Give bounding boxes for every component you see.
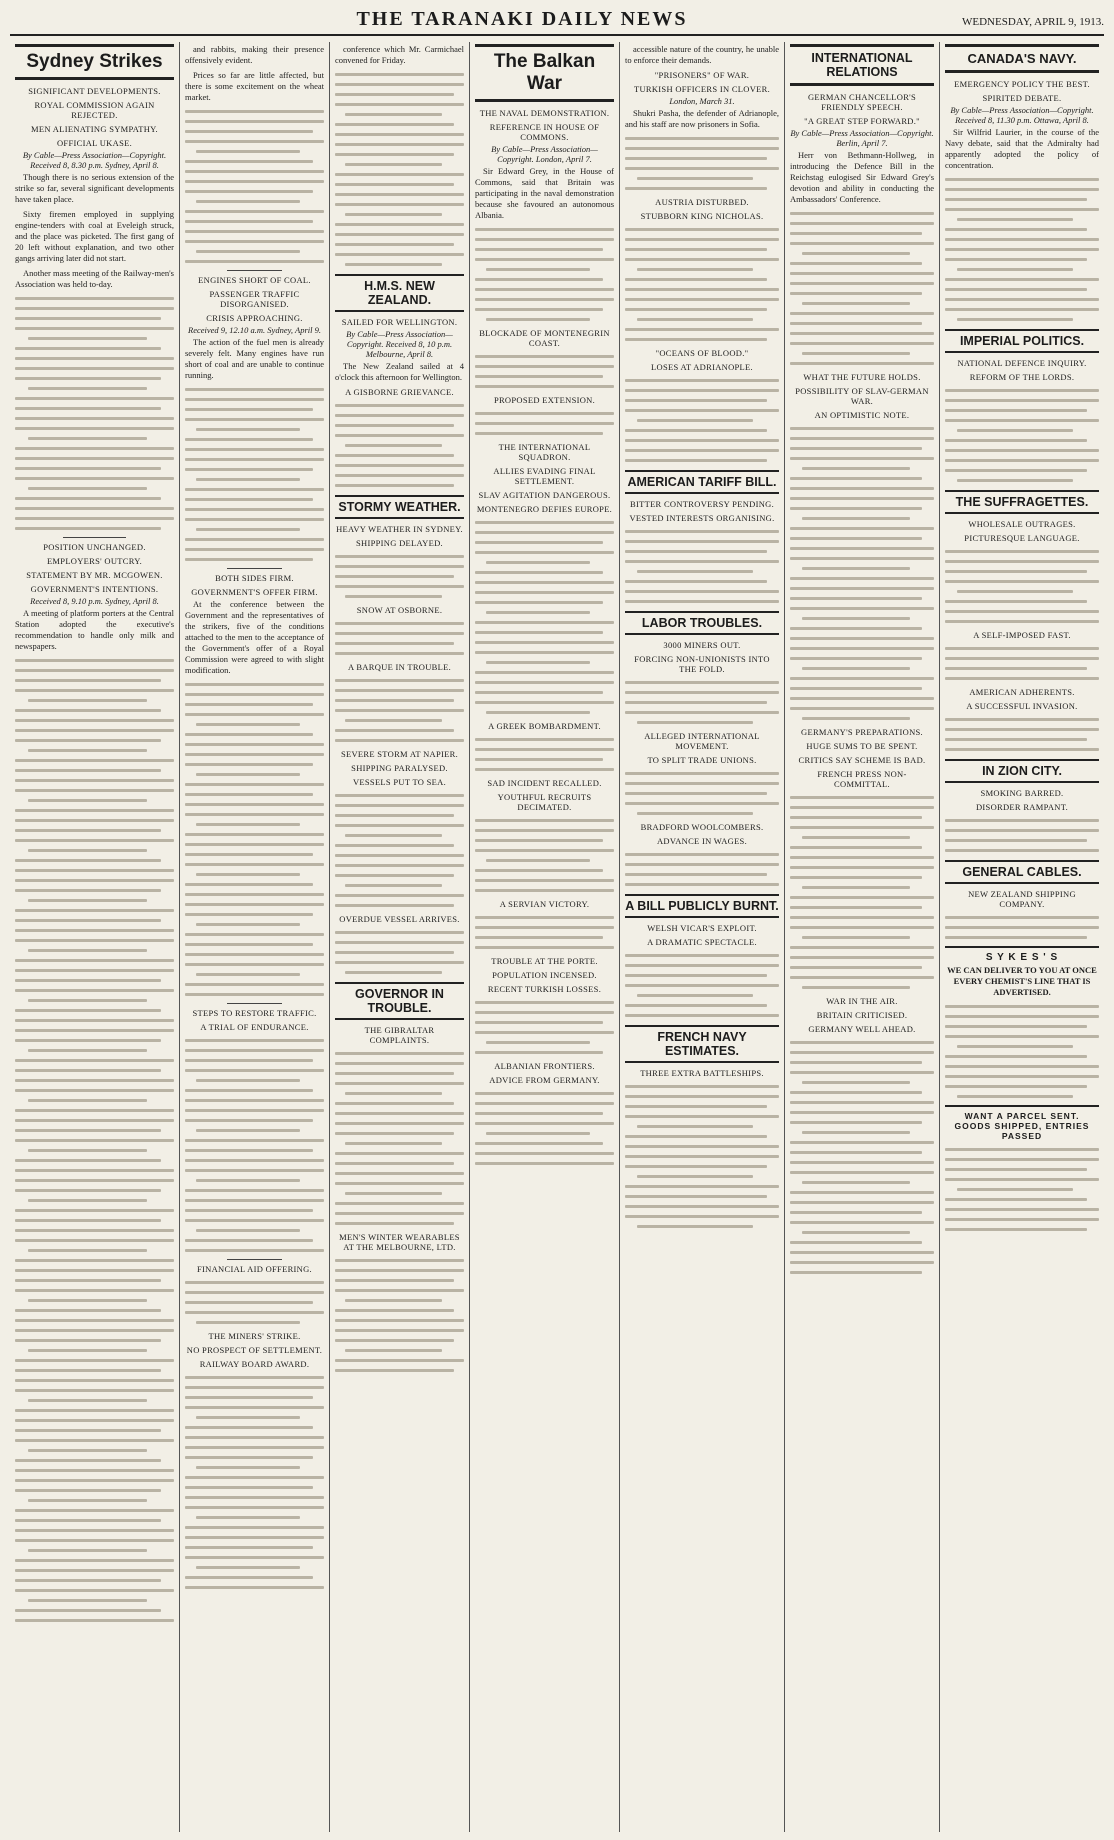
dateline: By Cable—Press Association—Copyright. Received 8, 11.30 p.m. Ottawa, April 8. [950, 105, 1094, 125]
advertisement-sykes [945, 946, 1099, 1098]
section-heading: H.M.S. NEW ZEALAND. [335, 274, 464, 312]
subhead: FINANCIAL AID OFFERING. [197, 1264, 312, 1274]
section-heading: FRENCH NAVY ESTIMATES. [625, 1025, 779, 1063]
subhead: NO PROSPECT OF SETTLEMENT. [186, 1345, 323, 1355]
section-heading: GENERAL CABLES. [945, 860, 1099, 884]
article-text-block [475, 412, 614, 435]
subhead: REFORM OF THE LORDS. [969, 372, 1075, 382]
subhead: STEPS TO RESTORE TRAFFIC. [192, 1008, 317, 1018]
subhead: THE GIBRALTAR COMPLAINTS. [364, 1025, 435, 1045]
subhead: POSITION UNCHANGED. [43, 542, 146, 552]
article-text-block [475, 819, 614, 892]
article-text-block [625, 379, 779, 462]
article-text-block [15, 659, 174, 1622]
subhead: ALLEGED INTERNATIONAL MOVEMENT. [644, 731, 760, 751]
article-paragraph: Sir Wilfrid Laurier, in the course of the Navy debate, said that the Admiralty had apparently adopted the policy of concentration. [945, 127, 1099, 170]
article-paragraph: and rabbits, making their presence offensively evident. [185, 44, 324, 65]
section-heading: IMPERIAL POLITICS. [945, 329, 1099, 353]
article-paragraph: Prices so far are little affected, but there is some excitement on the wheat market. [185, 70, 324, 102]
subhead: AN OPTIMISTIC NOTE. [814, 410, 910, 420]
subhead: ENGINES SHORT OF COAL. [198, 275, 311, 285]
subhead: NEW ZEALAND SHIPPING COMPANY. [968, 889, 1076, 909]
subhead: REFERENCE IN HOUSE OF COMMONS. [489, 122, 600, 142]
subhead: A SERVIAN VICTORY. [499, 899, 590, 909]
subhead: SMOKING BARRED. [980, 788, 1064, 798]
article-text-block [475, 1092, 614, 1165]
subhead: A TRIAL OF ENDURANCE. [200, 1022, 309, 1032]
subhead: THE NAVAL DEMONSTRATION. [479, 108, 610, 118]
article-paragraph: Sixty firemen employed in supplying engine-tenders with coal at Eveleigh struck, and the place was picketed. The first gang of 20 left without explanation, and two other gangs arriving later did not start. [15, 209, 174, 263]
dateline: By Cable—Press Association—Copyright. London, April 7. [491, 144, 598, 164]
article-paragraph: Though there is no serious extension of the strike so far, several significant developments have taken place. [15, 172, 174, 204]
article-text-block [790, 796, 934, 989]
subhead: OFFICIAL UKASE. [56, 138, 133, 148]
subhead: DISORDER RAMPANT. [975, 802, 1068, 812]
subhead: THE MINERS' STRIKE. [208, 1331, 301, 1341]
subhead: SHIPPING PARALYSED. [351, 763, 448, 773]
subhead: WHAT THE FUTURE HOLDS. [803, 372, 921, 382]
advertisement-parcel [945, 1105, 1099, 1231]
newspaper-title: THE TARANAKI DAILY NEWS [356, 8, 688, 30]
subhead: MEN ALIENATING SYMPATHY. [31, 124, 158, 134]
subhead: STATEMENT BY MR. MCGOWEN. [26, 570, 163, 580]
subhead: WELSH VICAR'S EXPLOIT. [647, 923, 757, 933]
section-heading: A BILL PUBLICLY BURNT. [625, 894, 779, 918]
article-text-block [945, 1005, 1099, 1098]
article-text-block [475, 521, 614, 714]
subhead: SPIRITED DEBATE. [982, 93, 1062, 103]
column-4 [470, 42, 620, 1832]
section-heading: STORMY WEATHER. [335, 495, 464, 519]
subhead: NATIONAL DEFENCE INQUIRY. [957, 358, 1087, 368]
article-text-block [945, 178, 1099, 321]
article-text-block [475, 738, 614, 771]
ad-title: WANT A PARCEL SENT. GOODS SHIPPED, ENTRIES PASSED [954, 1111, 1090, 1141]
subhead: SHIPPING DELAYED. [356, 538, 443, 548]
subhead: BOTH SIDES FIRM. [215, 573, 294, 583]
subhead: YOUTHFUL RECRUITS DECIMATED. [497, 792, 592, 812]
issue-date: WEDNESDAY, APRIL 9, 1913. [962, 16, 1104, 28]
subhead: WHOLESALE OUTRAGES. [968, 519, 1076, 529]
subhead: HUGE SUMS TO BE SPENT. [806, 741, 918, 751]
article-text-block [945, 916, 1099, 939]
subhead: A SUCCESSFUL INVASION. [966, 701, 1078, 711]
subhead: VESTED INTERESTS ORGANISING. [629, 513, 775, 523]
article-paragraph: At the conference between the Government and the representatives of the strikers, five of the conditions attached to the men to the acceptance of the Government's offer of a Royal Commission were agreed to with slight modification. [185, 599, 324, 675]
article-text-block [625, 853, 779, 886]
section-heading: IN ZION CITY. [945, 759, 1099, 783]
article-text-block [790, 427, 934, 720]
article-text-block [335, 1052, 464, 1225]
article-text-block [185, 1281, 324, 1324]
subhead: AUSTRIA DISTURBED. [655, 197, 749, 207]
subhead: CRITICS SAY SCHEME IS BAD. [798, 755, 926, 765]
subhead: HEAVY WEATHER IN SYDNEY. [336, 524, 463, 534]
subhead: POSSIBILITY OF SLAV-GERMAN WAR. [795, 386, 929, 406]
article-text-block [185, 683, 324, 996]
article-paragraph: Sir Edward Grey, in the House of Commons, said that Britain was participating in the naval demonstration because she favoured an autonomous Albania. [475, 166, 614, 220]
article-text-block [185, 110, 324, 263]
article-text-block [790, 1041, 934, 1274]
subhead: A SELF-IMPOSED FAST. [973, 630, 1071, 640]
article-text-block [625, 530, 779, 603]
subhead: LOSES AT ADRIANOPLE. [651, 362, 753, 372]
subhead: GOVERNMENT'S INTENTIONS. [30, 584, 159, 594]
article-text-block [335, 404, 464, 487]
masthead [10, 8, 1104, 36]
article-text-block [625, 681, 779, 724]
subhead: ROYAL COMMISSION AGAIN REJECTED. [34, 100, 155, 120]
column-7 [940, 42, 1104, 1832]
subhead: GERMAN CHANCELLOR'S FRIENDLY SPEECH. [807, 92, 917, 112]
article-paragraph: A meeting of platform porters at the Central Station adopted the executive's recommendation to handle only milk and newspapers. [15, 608, 174, 651]
headline-international-relations: INTERNATIONAL RELATIONS [790, 44, 934, 86]
subhead: A BARQUE IN TROUBLE. [347, 662, 452, 672]
subhead: SIGNIFICANT DEVELOPMENTS. [28, 86, 161, 96]
article-text-block [790, 212, 934, 365]
article-text-block [335, 679, 464, 742]
section-heading: GOVERNOR IN TROUBLE. [335, 982, 464, 1020]
subhead: FRENCH PRESS NON-COMMITTAL. [817, 769, 907, 789]
subhead: ADVANCE IN WAGES. [656, 836, 748, 846]
article-paragraph: Shukri Pasha, the defender of Adrianople, and his staff are now prisoners in Sofia. [625, 108, 779, 129]
headline-balkan-war: The Balkan War [475, 44, 614, 102]
article-paragraph: The New Zealand sailed at 4 o'clock this afternoon for Wellington. [335, 361, 464, 382]
subhead: PROPOSED EXTENSION. [493, 395, 596, 405]
subhead: FORCING NON-UNIONISTS INTO THE FOLD. [634, 654, 770, 674]
subhead: TURKISH OFFICERS IN CLOVER. [633, 84, 771, 94]
article-text-block [945, 647, 1099, 680]
subhead: MEN'S WINTER WEARABLES AT THE MELBOURNE, LTD. [339, 1232, 460, 1252]
subhead: "PRISONERS" OF WAR. [654, 70, 750, 80]
article-paragraph: The action of the fuel men is already severely felt. Many engines have run short of coal and are unable to continue running. [185, 337, 324, 380]
subhead: ALLIES EVADING FINAL SETTLEMENT. [493, 466, 596, 486]
subhead: "A GREAT STEP FORWARD." [804, 116, 920, 126]
subhead: GERMANY'S PREPARATIONS. [801, 727, 923, 737]
subhead: SLAV AGITATION DANGEROUS. [478, 490, 611, 500]
subhead: SAILED FOR WELLINGTON. [341, 317, 458, 327]
subhead: RAILWAY BOARD AWARD. [199, 1359, 310, 1369]
article-text-block [945, 1148, 1099, 1231]
article-text-block [335, 931, 464, 974]
article-paragraph: Herr von Bethmann-Hollweg, in introducing the Defence Bill in the Reichstag eulogised Sir Edward Grey's devotion and ability in conducting the Ambassadors' Conference. [790, 150, 934, 204]
subhead: RECENT TURKISH LOSSES. [487, 984, 602, 994]
section-heading: THE SUFFRAGETTES. [945, 490, 1099, 514]
section-heading: AMERICAN TARIFF BILL. [625, 470, 779, 494]
subhead: THE INTERNATIONAL SQUADRON. [498, 442, 591, 462]
article-text-block [335, 622, 464, 655]
subhead: PASSENGER TRAFFIC DISORGANISED. [209, 289, 300, 309]
subhead: ADVICE FROM GERMANY. [489, 1075, 600, 1085]
article-text-block [475, 1001, 614, 1054]
dateline: By Cable—Press Association—Copyright. Received 8, 10 p.m. Melbourne, April 8. [346, 329, 453, 359]
article-text-block [625, 772, 779, 815]
article-text-block [335, 794, 464, 907]
subhead: THREE EXTRA BATTLESHIPS. [640, 1068, 764, 1078]
article-text-block [625, 954, 779, 1017]
article-text-block [475, 228, 614, 321]
subhead: GERMANY WELL AHEAD. [808, 1024, 916, 1034]
subhead: BITTER CONTROVERSY PENDING. [629, 499, 775, 509]
subhead: BLOCKADE OF MONTENEGRIN COAST. [479, 328, 610, 348]
subhead: "OCEANS OF BLOOD." [655, 348, 749, 358]
article-text-block [625, 137, 779, 190]
headline-sydney-strikes: Sydney Strikes [15, 44, 174, 80]
dateline: Received 8, 9.10 p.m. Sydney, April 8. [30, 596, 159, 606]
section-heading: LABOR TROUBLES. [625, 611, 779, 635]
subhead: AMERICAN ADHERENTS. [969, 687, 1075, 697]
article-text-block [15, 297, 174, 530]
article-text-block [475, 916, 614, 949]
column-2 [180, 42, 330, 1832]
subhead: ALBANIAN FRONTIERS. [494, 1061, 595, 1071]
subhead: GOVERNMENT'S OFFER FIRM. [191, 587, 318, 597]
subhead: EMPLOYERS' OUTCRY. [46, 556, 143, 566]
subhead: BRADFORD WOOLCOMBERS. [640, 822, 764, 832]
subhead: CRISIS APPROACHING. [206, 313, 303, 323]
subhead: PICTURESQUE LANGUAGE. [964, 533, 1080, 543]
subhead: MONTENEGRO DEFIES EUROPE. [476, 504, 613, 514]
article-text-block [335, 73, 464, 266]
subhead: OVERDUE VESSEL ARRIVES. [339, 914, 460, 924]
dateline: London, March 31. [669, 96, 735, 106]
article-paragraph: conference which Mr. Carmichael convened for Friday. [335, 44, 464, 65]
article-text-block [185, 1376, 324, 1589]
subhead: A GISBORNE GRIEVANCE. [345, 387, 454, 397]
article-text-block [475, 355, 614, 388]
article-text-block [185, 1039, 324, 1252]
article-text-block [625, 228, 779, 341]
subhead: 3000 MINERS OUT. [663, 640, 741, 650]
subhead: SNOW AT OSBORNE. [356, 605, 443, 615]
ad-text: WE CAN DELIVER TO YOU AT ONCE EVERY CHEMIST'S LINE THAT IS ADVERTISED. [947, 965, 1097, 997]
dateline: By Cable—Press Association—Copyright. Received 8, 8.30 p.m. Sydney, April 8. [22, 150, 167, 170]
column-5 [620, 42, 785, 1832]
subhead: WAR IN THE AIR. [826, 996, 898, 1006]
article-text-block [945, 389, 1099, 482]
dateline: By Cable—Press Association—Copyright. Berlin, April 7. [790, 128, 934, 148]
subhead: A DRAMATIC SPECTACLE. [647, 937, 757, 947]
article-text-block [945, 819, 1099, 852]
article-text-block [945, 550, 1099, 623]
subhead: SAD INCIDENT RECALLED. [487, 778, 602, 788]
article-paragraph: Another mass meeting of the Railway-men's Association was held to-day. [15, 268, 174, 289]
subhead: BRITAIN CRITICISED. [816, 1010, 908, 1020]
dateline: Received 9, 12.10 a.m. Sydney, April 9. [188, 325, 321, 335]
columns [10, 42, 1104, 1832]
subhead: TO SPLIT TRADE UNIONS. [647, 755, 757, 765]
column-3 [330, 42, 470, 1832]
ad-title: S Y K E S ' S [985, 952, 1059, 963]
article-text-block [335, 1259, 464, 1372]
article-text-block [185, 388, 324, 561]
subhead: SEVERE STORM AT NAPIER. [340, 749, 459, 759]
column-1 [10, 42, 180, 1832]
headline-canadas-navy: CANADA'S NAVY. [945, 44, 1099, 73]
subhead: TROUBLE AT THE PORTE. [491, 956, 598, 966]
article-paragraph: accessible nature of the country, he unable to enforce their demands. [625, 44, 779, 65]
article-text-block [335, 555, 464, 598]
article-text-block [945, 718, 1099, 751]
subhead: EMERGENCY POLICY THE BEST. [954, 79, 1090, 89]
subhead: STUBBORN KING NICHOLAS. [640, 211, 764, 221]
article-text-block [625, 1085, 779, 1228]
subhead: VESSELS PUT TO SEA. [352, 777, 447, 787]
subhead: POPULATION INCENSED. [492, 970, 597, 980]
column-6 [785, 42, 940, 1832]
subhead: A GREEK BOMBARDMENT. [488, 721, 601, 731]
